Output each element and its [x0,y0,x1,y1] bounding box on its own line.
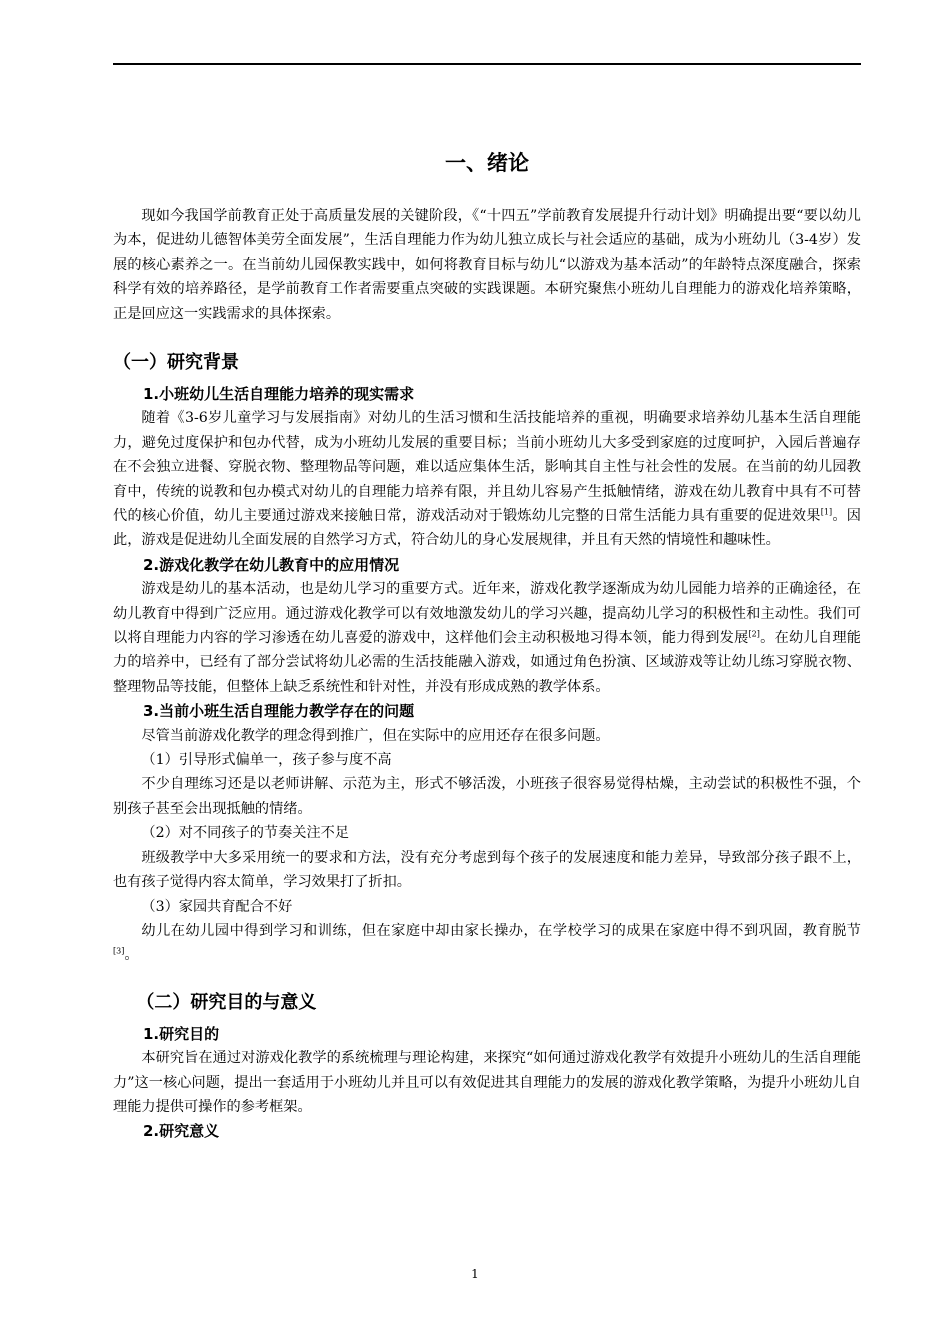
subsection-title-research-aim: 1.研究目的 [143,1024,220,1043]
citation-ref: [2] [748,629,760,639]
paragraph-text: 。在幼儿自理能力的培养中，已经有了部分尝试将幼儿必需的生活技能融入游戏，如通过角色扮演、区域游戏等让幼儿练习穿脱衣物、整理物品等技能，但整体上缺乏系统性和针对性，并没有形成成熟的教学体系。 [113,630,861,695]
paragraph-text: 游戏是幼儿的基本活动，也是幼儿学习的重要方式。近年来，游戏化教学逐渐成为幼儿园能力培养的正确途径，在幼儿教育中得到广泛应用。通过游戏化教学可以有效地激发幼儿的学习兴趣，提高幼儿学习的积极性和主动性。我们可以将自理能力内容的学习渗透在幼儿喜爱的游戏中，这样他们会主动积极地习得本领，能力得到发展 [113,581,861,647]
problem-item-title-1: （1）引导形式偏单一，孩子参与度不高 [141,752,392,769]
paragraph-problems-intro: 尽管当前游戏化教学的理念得到推广，但在实际中的应用还存在很多问题。 [141,727,610,744]
paragraph-realistic-demand [113,406,861,552]
paragraph-game-teaching-application [113,577,861,699]
section-title-research-background: （一）研究背景 [113,352,239,374]
problem-item-title-3: （3）家园共育配合不好 [141,898,293,915]
subsection-title-research-significance: 2.研究意义 [143,1122,220,1141]
paragraph-text: 幼儿在幼儿园中得到学习和训练，但在家庭中却由家长操办，在学校学习的成果在家庭中得不到巩固，教育脱节 [141,922,861,939]
subsection-title-game-teaching-application: 2.游戏化教学在幼儿教育中的应用情况 [143,555,400,574]
problem-item-text-2: 班级教学中大多采用统一的要求和方法，没有充分考虑到每个孩子的发展速度和能力差异，导致部分孩子跟不上，也有孩子觉得内容太简单，学习效果打了折扣。 [113,849,861,891]
problem-item-title-2: （2）对不同孩子的节奏关注不足 [141,825,350,842]
paragraph-research-aim: 本研究旨在通过对游戏化教学的系统梳理与理论构建，来探究“如何通过游戏化教学有效提升小班幼儿的生活自理能力”这一核心问题，提出一套适用于小班幼儿并且可以有效促进其自理能力的发展的游戏化教学策略，为提升小班幼儿自理能力提供可操作的参考框架。 [113,1050,861,1115]
section-title-research-purpose: （二）研究目的与意义 [136,991,317,1013]
citation-ref: [1] [820,507,833,517]
paragraph-text: 。 [124,947,139,964]
problem-item-text-1: 不少自理练习还是以老师讲解、示范为主，形式不够活泼，小班孩子很容易觉得枯燥，主动尝试的积极性不强，个别孩子甚至会出现抵触的情绪。 [113,776,861,817]
problem-item-text-3 [113,919,861,968]
paragraph-text: 随着《3-6岁儿童学习与发展指南》对幼儿的生活习惯和生活技能培养的重视，明确要求培养幼儿基本生活自理能力，避免过度保护和包办代替，成为小班幼儿发展的重要目标；当前小班幼儿大多受到家庭的过度呵护，入园后普遍存在不会独立进餐、穿脱衣物、整理物品等问题，难以适应集体生活，影响其自主性与社会性的发展。在当前的幼儿园教育中，传统的说教和包办模式对幼儿的自理能力培养有限，并且幼儿容易产生抵触情绪，游戏在幼儿教育中具有不可替代的核心价值，幼儿主要通过游戏来接触日常，游戏活动对于锻炼幼儿完整的日常生活能力具有重要的促进效果 [113,410,861,525]
chapter-intro-paragraph: 现如今我国学前教育正处于高质量发展的关键阶段，《“十四五”学前教育发展提升行动计划》明确提出要“要以幼儿为本，促进幼儿德智体美劳全面发展”，生活自理能力作为幼儿独立成长与社会适应的基础，成为小班幼儿（3-4岁）发展的核心素养之一。在当前幼儿园保教实践中，如何将教育目标与幼儿“以游戏为基本活动”的年龄特点深度融合，探索科学有效的培养路径，是学前教育工作者需要重点突破的实践课题。本研究聚焦小班幼儿自理能力的游戏化培养策略，正是回应这一实践需求的具体探索。 [113,208,861,322]
subsection-title-current-problems: 3.当前小班生活自理能力教学存在的问题 [143,702,415,721]
paragraph-text: 。因此，游戏是促进幼儿全面发展的自然学习方式，符合幼儿的身心发展规律，并且有天然的情境性和趣味性。 [113,508,861,549]
header-rule [113,63,861,65]
citation-ref: [3] [113,946,125,956]
page-number: 1 [471,1267,479,1281]
subsection-title-realistic-demand: 1.小班幼儿生活自理能力培养的现实需求 [143,385,415,404]
document-body [113,148,861,1144]
chapter-title: 一、绪论 [445,151,529,175]
